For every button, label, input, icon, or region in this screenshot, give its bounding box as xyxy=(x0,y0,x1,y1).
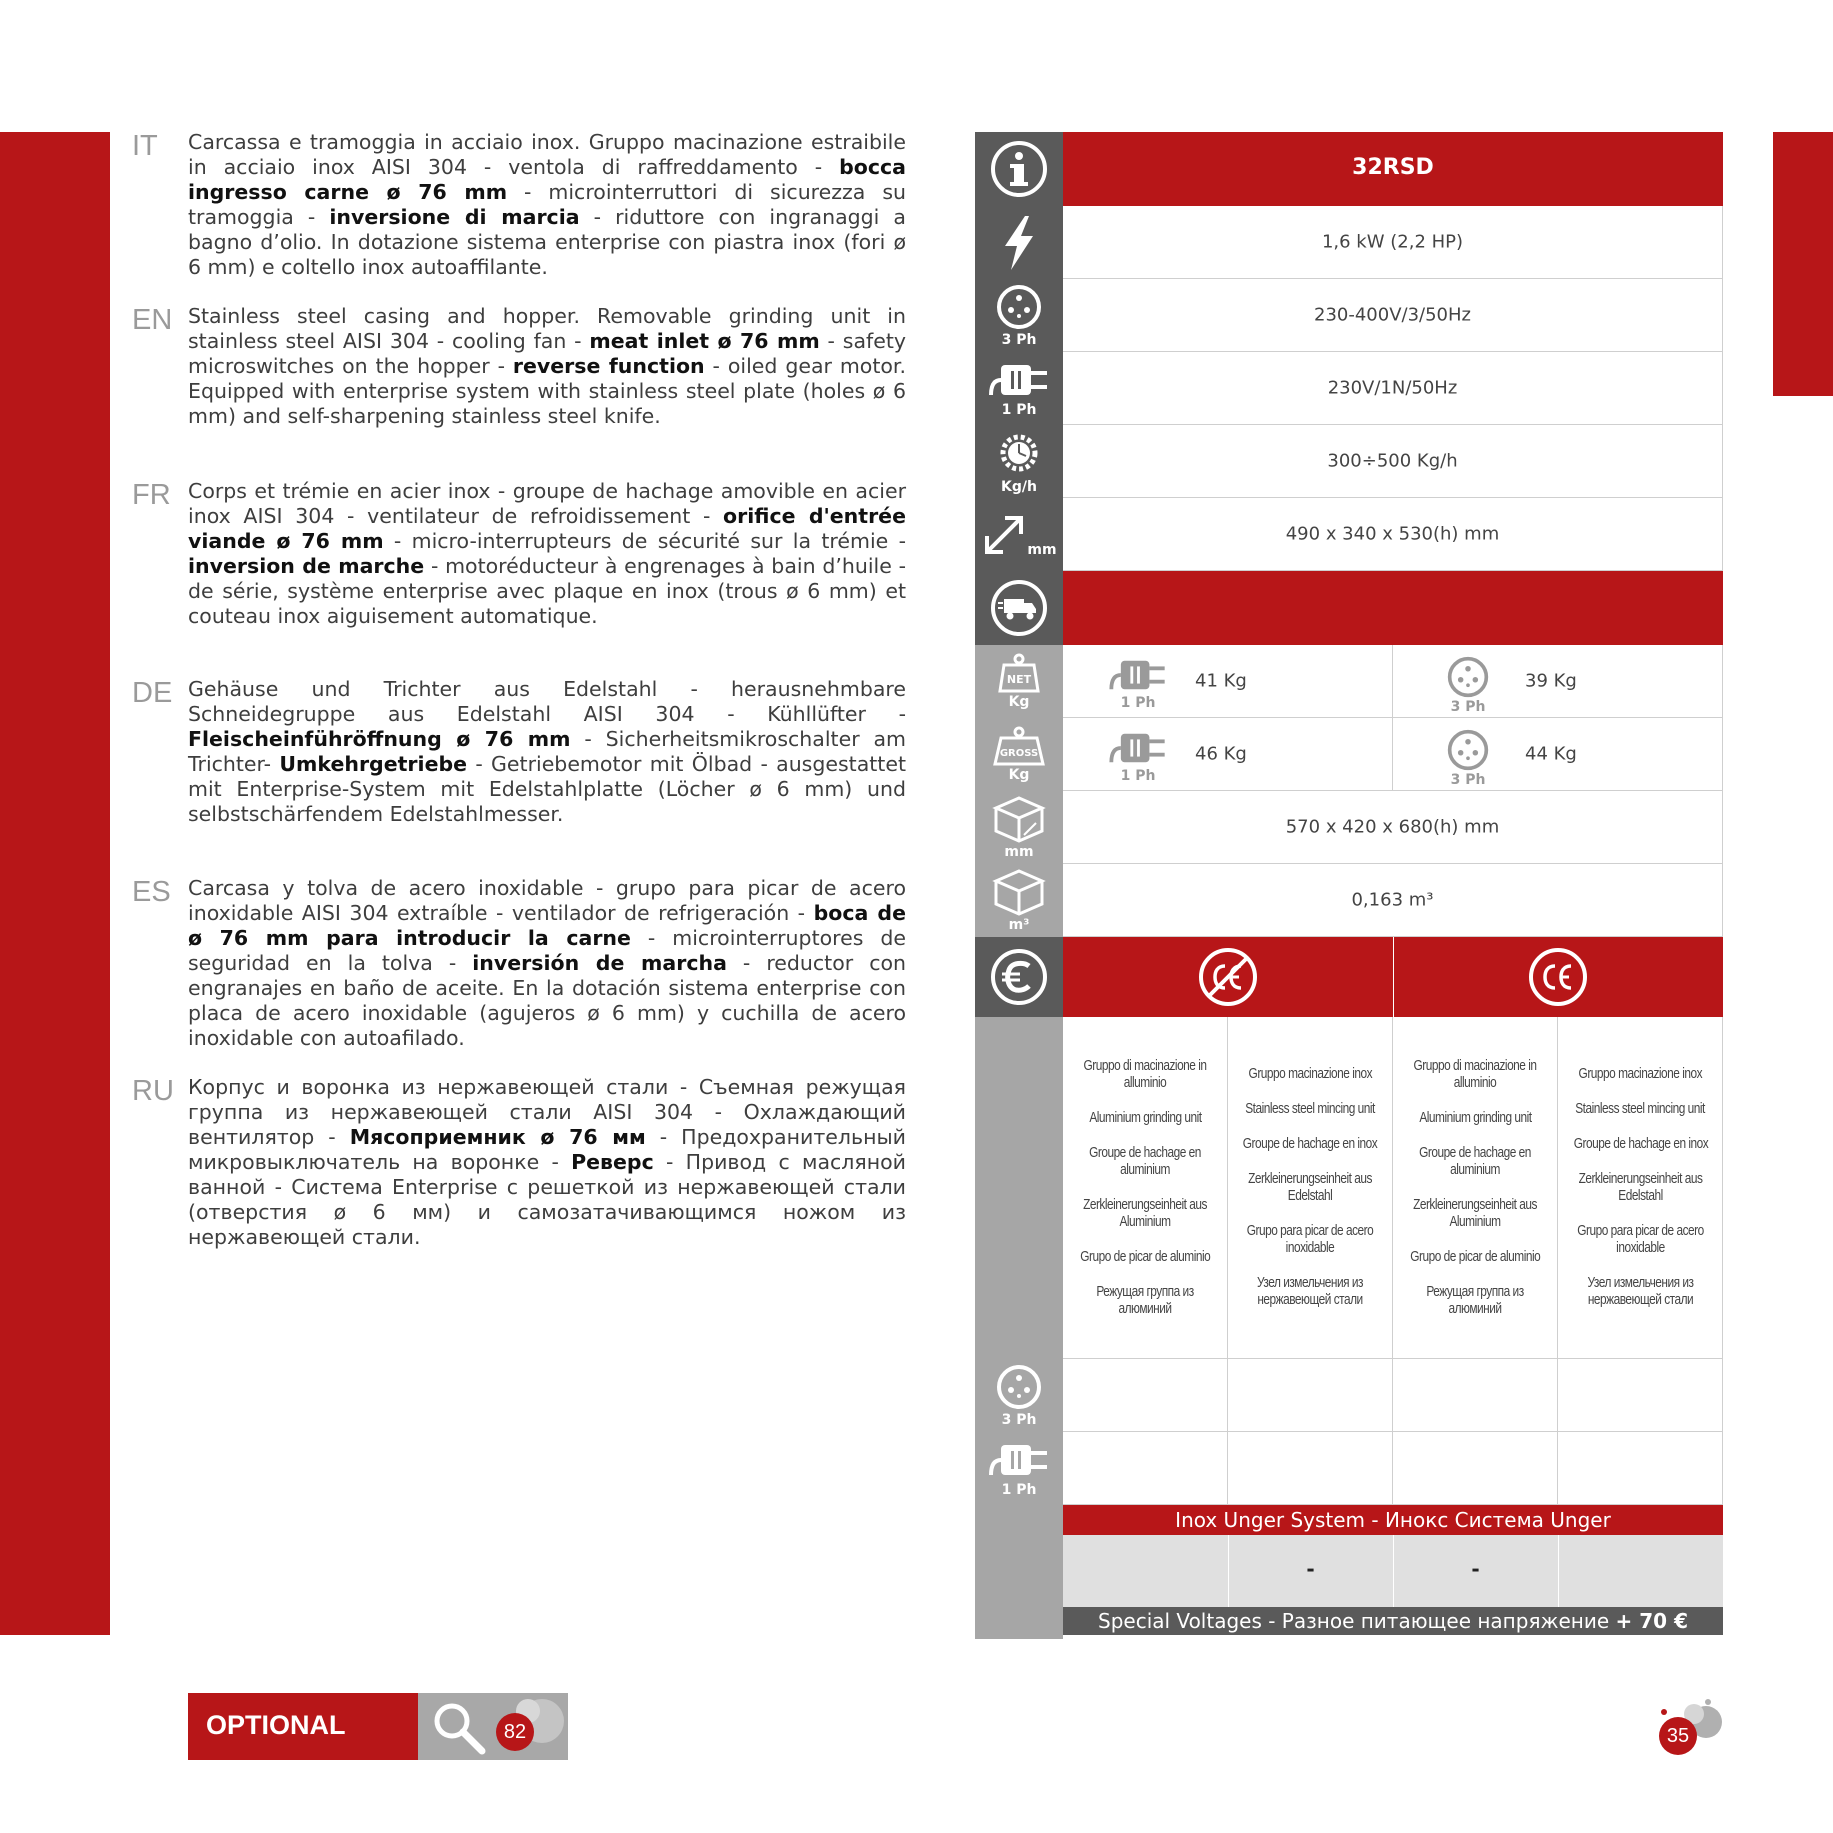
grinding-unit-label: Stainless steel mincing unit xyxy=(1575,1101,1706,1117)
unger-value: - xyxy=(1306,1557,1315,1581)
lang-text xyxy=(188,1075,906,1250)
mm-label: mm xyxy=(1027,541,1057,558)
model-name: 32RSD xyxy=(1352,155,1434,180)
net-3ph-cell xyxy=(1393,645,1723,717)
price-header xyxy=(1063,937,1723,1017)
lang-text xyxy=(188,130,906,280)
text-segment: - microinterruptores de seguridad en la tolva - xyxy=(188,926,907,975)
grinding-unit-label: Zerkleinerungseinheit aus Edelstahl xyxy=(1248,1171,1372,1204)
delivery-truck-icon xyxy=(990,579,1048,637)
page-number: 35 xyxy=(1659,1717,1697,1755)
grinding-unit-label: Режущая группа из алюминий xyxy=(1426,1283,1524,1317)
grinding-unit-label: Groupe de hachage en aluminium xyxy=(1419,1144,1531,1178)
bold-feature: Fleischeinführöffnung ø 76 mm xyxy=(188,727,571,751)
grinding-unit-label: Groupe de hachage en inox xyxy=(1573,1136,1708,1152)
3ph-label: 3 Ph xyxy=(1450,772,1486,788)
bold-feature: Реверс xyxy=(571,1150,654,1174)
1ph-label: 1 Ph xyxy=(1001,402,1037,418)
text-segment: Carcasa y tolva de acero inoxidable - grupo para picar de acero inoxidable AISI 304 extraíble - ventilador de refrigeración - xyxy=(188,876,906,925)
single-phase-plug-icon xyxy=(1106,728,1170,768)
voltage-3ph-row xyxy=(1063,279,1723,352)
grinding-unit-label: Gruppo di macinazione in alluminio xyxy=(1413,1057,1537,1091)
ce-mark-icon xyxy=(1527,946,1589,1008)
right-red-tab xyxy=(1773,132,1833,396)
text-segment: Carcassa e tramoggia in acciaio inox. Gruppo macinazione estraibile in acciaio inox AISI 304 - ventola di raffreddamento - xyxy=(188,130,906,179)
power-value: 1,6 kW (2,2 HP) xyxy=(1321,231,1464,253)
dimensions-row xyxy=(1063,498,1723,571)
bold-feature: inversione di marcia xyxy=(329,205,580,229)
special-voltages-band xyxy=(1063,1607,1723,1635)
bold-feature: Мясоприемник ø 76 мм xyxy=(349,1125,646,1149)
volume-row xyxy=(1063,864,1723,937)
lang-text xyxy=(188,479,906,629)
shipping-icon-cell xyxy=(975,571,1063,645)
special-voltages-text: Special Voltages - Разное питающее напряжение xyxy=(1098,1609,1616,1633)
mm-label: mm xyxy=(1004,844,1034,860)
grinding-unit-label: Grupo para picar de acero inoxidable xyxy=(1246,1223,1374,1256)
lang-code: EN xyxy=(132,304,173,336)
gross-3ph-value: 44 Kg xyxy=(1525,743,1577,765)
net-1ph-cell xyxy=(1063,645,1393,717)
net-weight-row xyxy=(1063,645,1723,718)
lang-code: RU xyxy=(132,1075,174,1107)
lang-code: IT xyxy=(132,130,158,162)
three-phase-plug-icon xyxy=(995,283,1043,331)
ce-cell xyxy=(1393,937,1723,1017)
grinding-alu-col xyxy=(1393,1017,1558,1358)
grinding-inox-col xyxy=(1228,1017,1393,1358)
net-3ph-value: 39 Kg xyxy=(1525,670,1577,692)
volume-icon-cell xyxy=(975,864,1063,937)
3ph-price-icon-cell xyxy=(975,1359,1063,1432)
text-segment: - reductor con engranajes en baño de aceite. En la dotación sistema enterprise con placa de acero inoxidable (agujeros ø 6 mm) y cuchilla de acero inoxidable con autoafilado. xyxy=(188,951,907,1050)
bold-feature: orifice d'entrée viande ø 76 mm xyxy=(188,504,906,553)
three-phase-plug-icon xyxy=(1446,655,1490,699)
power-icon-cell xyxy=(975,206,1063,279)
spec-table xyxy=(975,132,1723,1635)
text-segment: - safety microswitches on the hopper - xyxy=(188,329,907,378)
grinding-icon-cell xyxy=(975,1017,1063,1359)
3ph-label: 3 Ph xyxy=(1001,332,1037,348)
text-segment: - Предохранительный микровыключатель на воронке - xyxy=(188,1125,906,1174)
lang-code: ES xyxy=(132,876,171,908)
grinding-unit-label: Groupe de hachage en aluminium xyxy=(1089,1144,1201,1178)
volume-value: 0,163 m³ xyxy=(1351,889,1434,911)
three-phase-plug-icon xyxy=(995,1363,1043,1411)
single-phase-plug-icon xyxy=(987,1439,1051,1481)
grinding-unit-label: Zerkleinerungseinheit aus Aluminium xyxy=(1083,1196,1207,1230)
grinding-inox-col xyxy=(1558,1017,1723,1358)
text-segment: - micro-interrupteurs de sécurité sur la trémie - xyxy=(383,529,906,553)
grinding-unit-label: Grupo de picar de aluminio xyxy=(1410,1248,1540,1265)
package-dimensions-value: 570 x 420 x 680(h) mm xyxy=(1285,816,1500,838)
net-weight-icon xyxy=(996,653,1042,693)
voltage-3ph-value: 230-400V/3/50Hz xyxy=(1314,304,1471,326)
optional-page-badge: 82 xyxy=(496,1713,534,1751)
1ph-label: 1 Ph xyxy=(1120,768,1156,784)
optional-grey-panel xyxy=(418,1693,568,1760)
gross-weight-row xyxy=(1063,718,1723,791)
lang-code: DE xyxy=(132,677,173,709)
info-icon xyxy=(990,140,1048,198)
3ph-label: 3 Ph xyxy=(1001,1412,1037,1428)
box-dimensions-icon xyxy=(992,795,1046,843)
grinding-alu-col xyxy=(1063,1017,1228,1358)
grinding-unit-label: Groupe de hachage en inox xyxy=(1242,1136,1378,1152)
gross-3ph-cell xyxy=(1393,718,1723,790)
output-value: 300÷500 Kg/h xyxy=(1327,450,1458,472)
kgh-label: Kg/h xyxy=(1001,479,1037,495)
unger-value: - xyxy=(1471,1557,1480,1581)
unger-icon-cell xyxy=(975,1505,1063,1639)
grinding-row xyxy=(1063,1017,1723,1359)
text-segment: Corps et trémie en acier inox - groupe de hachage amovible en acier inox AISI 304 - ventilateur de refroidissement - xyxy=(188,479,906,528)
gear-output-icon xyxy=(994,428,1044,478)
gross-1ph-value: 46 Kg xyxy=(1195,743,1247,765)
non-ce-cell xyxy=(1063,937,1394,1017)
package-icon-cell xyxy=(975,791,1063,864)
unger-band: Inox Unger System - Инокс Система Unger xyxy=(1063,1505,1723,1535)
gross-1ph-cell xyxy=(1063,718,1393,790)
1ph-icon-cell xyxy=(975,352,1063,425)
bold-feature: reverse function xyxy=(512,354,705,378)
grinding-unit-label: Режущая группа из алюминий xyxy=(1096,1283,1194,1317)
bold-feature: inversion de marche xyxy=(188,554,425,578)
left-red-bar xyxy=(0,132,110,1635)
kg-label: Kg xyxy=(1008,767,1030,783)
text-segment: - Привод с масляной ванной - Система Enterprise с решеткой из нержавеющей стали (отверстия ø 6 мм) и самозатачивающимся ножом из нержавеющей стали. xyxy=(188,1150,906,1249)
lang-text xyxy=(188,677,906,827)
no-ce-mark-icon xyxy=(1197,946,1259,1008)
voltage-1ph-value: 230V/1N/50Hz xyxy=(1327,377,1458,399)
lang-code: FR xyxy=(132,479,171,511)
dimensions-icon-cell xyxy=(975,498,1063,571)
shipping-header xyxy=(1063,571,1723,645)
package-dimensions-row xyxy=(1063,791,1723,864)
net-text: NET xyxy=(1006,673,1032,686)
grinding-unit-label: Gruppo di macinazione in alluminio xyxy=(1083,1057,1207,1091)
bold-feature: meat inlet ø 76 mm xyxy=(589,329,820,353)
optional-label: OPTIONAL xyxy=(206,1710,346,1740)
3ph-icon-cell xyxy=(975,279,1063,352)
voltage-1ph-row xyxy=(1063,352,1723,425)
text-segment: Корпус и воронка из нержавеющей стали - Съемная режущая группа из нержавеющей стали AISI 304 - Охлаждающий вентилятор - xyxy=(188,1075,906,1149)
kg-label: Kg xyxy=(1008,694,1030,710)
diagonal-arrow-icon xyxy=(981,512,1027,558)
grinding-unit-label: Grupo para picar de acero inoxidable xyxy=(1577,1223,1704,1256)
text-segment: - Sicherheitsmikroschalter am Trichter- xyxy=(188,727,906,776)
gross-text: GROSS xyxy=(999,748,1039,759)
output-row xyxy=(1063,425,1723,498)
grinding-unit-label: Gruppo macinazione inox xyxy=(1248,1066,1372,1082)
text-segment: Gehäuse und Trichter aus Edelstahl - herausnehmbare Schneidegruppe aus Edelstahl AISI 304 - Kühllüfter - xyxy=(188,677,906,726)
lightning-icon xyxy=(999,214,1039,272)
magnifier-icon xyxy=(430,1699,490,1757)
grinding-unit-label: Grupo de picar de aluminio xyxy=(1080,1248,1210,1265)
grinding-unit-label: Узел измельчения из нержавеющей стали xyxy=(1256,1275,1363,1308)
grinding-unit-label: Zerkleinerungseinheit aus Aluminium xyxy=(1413,1196,1537,1230)
gross-weight-icon xyxy=(991,726,1047,766)
net-icon-cell xyxy=(975,645,1063,718)
single-phase-plug-icon xyxy=(1106,655,1170,695)
text-segment: Stainless steel casing and hopper. Removable grinding unit in stainless steel AISI 304 - cooling fan - xyxy=(188,304,906,353)
three-phase-plug-icon xyxy=(1446,728,1490,772)
text-segment: - motoréducteur à engrenages à bain d’huile - de série, système enterprise avec plaque en inox (trous ø 6 mm) et couteau inox aiguisement automatique. xyxy=(188,554,906,628)
net-1ph-value: 41 Kg xyxy=(1195,670,1247,692)
price-3ph-row xyxy=(1063,1359,1723,1432)
bold-feature: inversión de marcha xyxy=(472,951,727,975)
power-row xyxy=(1063,206,1723,279)
bold-feature: Umkehrgetriebe xyxy=(279,752,468,776)
1ph-label: 1 Ph xyxy=(1120,695,1156,711)
unger-row xyxy=(1063,1535,1723,1607)
special-voltages-price: + 70 € xyxy=(1615,1609,1688,1633)
dimensions-value: 490 x 340 x 530(h) mm xyxy=(1285,523,1500,545)
grinding-unit-label: Aluminium grinding unit xyxy=(1088,1109,1202,1126)
model-header xyxy=(1063,132,1723,206)
lang-text xyxy=(188,304,906,429)
text-segment: - Getriebemotor mit Ölbad - ausgestattet mit Enterprise-System mit Edelstahlplatte (Löcher ø 6 mm) und selbstschärfendem Edelstahlmesser. xyxy=(188,752,906,826)
info-icon-cell xyxy=(975,132,1063,206)
bold-feature: bocca ingresso carne ø 76 mm xyxy=(188,155,906,204)
box-volume-icon xyxy=(992,868,1046,916)
optional-banner[interactable] xyxy=(188,1693,568,1760)
gross-icon-cell xyxy=(975,718,1063,791)
grinding-unit-label: Aluminium grinding unit xyxy=(1418,1109,1532,1126)
grinding-unit-label: Stainless steel mincing unit xyxy=(1245,1101,1375,1117)
text-segment: - microinterruttori di sicurezza su tramoggia - xyxy=(188,180,906,229)
text-segment: - oiled gear motor. Equipped with enterprise system with stainless steel plate (holes ø 6 mm) and self-sharpening stainless steel knife. xyxy=(188,354,906,428)
grinding-unit-label: Узел измельчения из нержавеющей стали xyxy=(1587,1275,1694,1308)
bold-feature: boca de ø 76 mm para introducir la carne xyxy=(188,901,906,950)
lang-text xyxy=(188,876,906,1051)
euro-icon xyxy=(990,948,1048,1006)
text-segment: - riduttore con ingranaggi a bagno d’olio. In dotazione sistema enterprise con piastra inox (fori ø 6 mm) e coltello inox autoaffilante. xyxy=(188,205,906,279)
single-phase-plug-icon xyxy=(987,359,1051,401)
m3-label: m³ xyxy=(1008,917,1030,933)
output-icon-cell xyxy=(975,425,1063,498)
1ph-label: 1 Ph xyxy=(1001,1482,1037,1498)
grinding-unit-label: Zerkleinerungseinheit aus Edelstahl xyxy=(1578,1171,1703,1204)
3ph-label: 3 Ph xyxy=(1450,699,1486,715)
grinding-unit-label: Gruppo macinazione inox xyxy=(1578,1066,1703,1082)
price-1ph-row xyxy=(1063,1432,1723,1505)
1ph-price-icon-cell xyxy=(975,1432,1063,1505)
price-icon-cell xyxy=(975,937,1063,1017)
